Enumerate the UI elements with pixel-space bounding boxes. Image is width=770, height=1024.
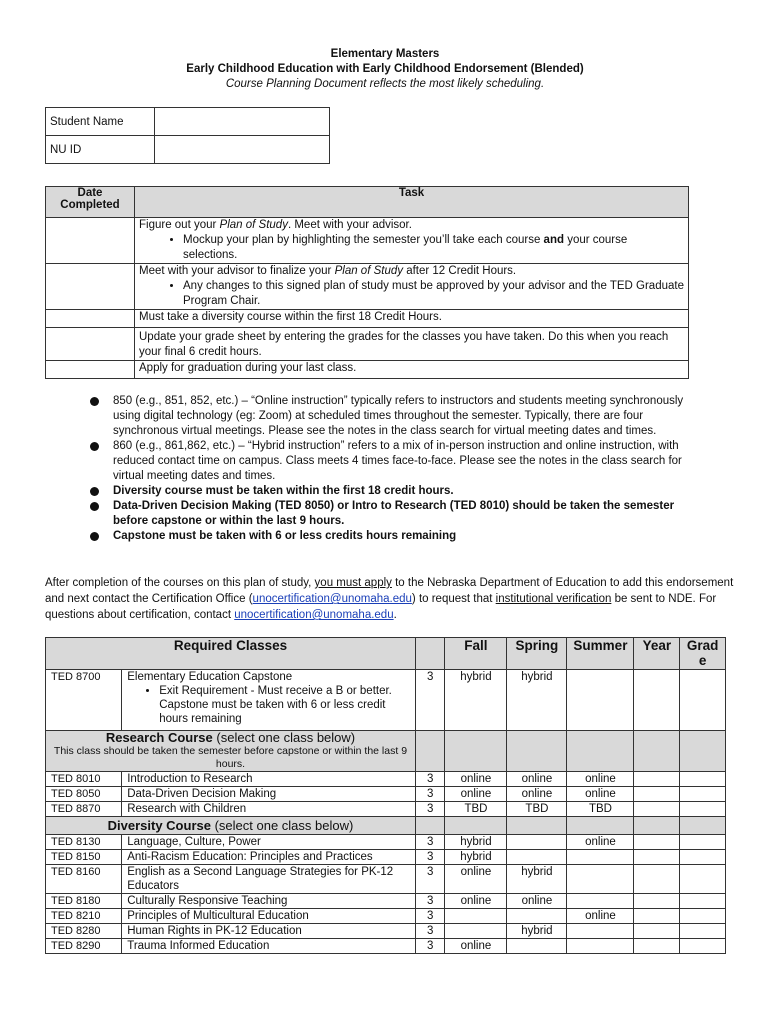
- table-row: TED 8010 Introduction to Research 3 online online online: [46, 772, 726, 787]
- note-item: 850 (e.g., 851, 852, etc.) – “Online instruction” typically refers to instructors and students meeting synchronously using digital technology (eg: Zoom) at scheduled times throughout the semester. Typically, there are four synchronous virtual meetings. Please see the notes in the class search for virtual meeting dates and times.: [88, 394, 708, 439]
- table-row: TED 8050 Data-Driven Decision Making 3 online online online: [46, 787, 726, 802]
- student-info-table: [45, 107, 330, 164]
- year-cell[interactable]: [634, 670, 680, 731]
- table-row: TED 8130 Language, Culture, Power 3 hybrid online: [46, 835, 726, 850]
- required-classes-header: Required Classes: [46, 638, 416, 670]
- date-completed-header: Date Completed: [46, 187, 135, 218]
- bullet-icon: [90, 487, 99, 496]
- task-bullet: • Any changes to this signed plan of study must be approved by your advisor and the TED Graduate Program Chair.: [183, 279, 684, 309]
- nu-id-label: NU ID: [46, 136, 155, 164]
- table-row: TED 8870 Research with Children 3 TBD TBD TBD: [46, 802, 726, 817]
- bullet-icon: [90, 532, 99, 541]
- task-row: Figure out your Plan of Study. Meet with your advisor. • Mockup your plan by highlighting the semester you’ll take each course and your course selections.: [135, 218, 689, 264]
- completion-paragraph: After completion of the courses on this plan of study, you must apply to the Nebraska Department of Education to add this endorsement and next contact the Certification Office (unocertification@unomaha.edu) to request that institutional verification be sent to NDE. For questions about certification, contact unocertification@unomaha.edu.: [45, 577, 734, 621]
- table-row: TED 8700 Elementary Education Capstone • Exit Requirement - Must receive a B or better. Capstone must be taken with 6 or less credit hours remaining 3 hybrid hybrid: [46, 670, 726, 731]
- bullet-icon: [90, 442, 99, 451]
- date-cell[interactable]: [46, 218, 135, 264]
- bullet-icon: [90, 397, 99, 406]
- spring-header: Spring: [507, 638, 567, 670]
- planning-note: Course Planning Document reflects the most likely scheduling.: [225, 78, 545, 90]
- note-item: 860 (e.g., 861,862, etc.) – “Hybrid instruction” refers to a mix of in-person instruction and online instruction, with reduced contact time on campus. Class meets 4 times face-to-face. Please see the notes in the class search for virtual meeting dates and times.: [88, 439, 708, 484]
- certification-email-link-2[interactable]: unocertification@unomaha.edu: [234, 609, 394, 621]
- date-cell[interactable]: [46, 361, 135, 379]
- note-item: Data-Driven Decision Making (TED 8050) or Intro to Research (TED 8010) should be taken the semester before capstone or within the last 9 hours.: [88, 499, 708, 529]
- student-name-label: Student Name: [46, 108, 155, 136]
- required-classes-table: [45, 637, 726, 954]
- date-cell[interactable]: [46, 310, 135, 328]
- diversity-section-header: Diversity Course (select one class below): [46, 817, 416, 835]
- table-row: TED 8160 English as a Second Language Strategies for PK-12 Educators 3 online hybrid: [46, 865, 726, 894]
- task-row: Must take a diversity course within the first 18 Credit Hours.: [135, 310, 689, 328]
- table-row: TED 8150 Anti-Racism Education: Principles and Practices 3 hybrid: [46, 850, 726, 865]
- task-row: Apply for graduation during your last class.: [135, 361, 689, 379]
- task-row: Update your grade sheet by entering the grades for the classes you have taken. Do this when you reach your final 6 credit hours.: [135, 328, 689, 361]
- grade-cell[interactable]: [680, 670, 726, 731]
- notes-list: [88, 394, 708, 544]
- table-row: TED 8280 Human Rights in PK-12 Education 3 hybrid: [46, 924, 726, 939]
- student-name-field[interactable]: [155, 108, 330, 136]
- bullet-icon: [90, 502, 99, 511]
- date-cell[interactable]: [46, 264, 135, 310]
- document-header: [0, 47, 770, 92]
- program-title: Elementary Masters: [330, 48, 440, 60]
- task-row: Meet with your advisor to finalize your Plan of Study after 12 Credit Hours. • Any changes to this signed plan of study must be approved by your advisor and the TED Graduate Program Chair.: [135, 264, 689, 310]
- year-header: Year: [634, 638, 680, 670]
- task-header: Task: [135, 187, 689, 218]
- table-row: TED 8290 Trauma Informed Education 3 online: [46, 939, 726, 954]
- nu-id-field[interactable]: [155, 136, 330, 164]
- research-section-header: Research Course (select one class below) This class should be taken the semester before capstone or within the last 9 hours.: [46, 731, 416, 772]
- certification-email-link[interactable]: unocertification@unomaha.edu: [252, 593, 412, 605]
- date-cell[interactable]: [46, 328, 135, 361]
- summer-header: Summer: [567, 638, 634, 670]
- table-row: TED 8180 Culturally Responsive Teaching 3 online online: [46, 894, 726, 909]
- task-bullet: • Mockup your plan by highlighting the semester you’ll take each course and your course selections.: [183, 233, 684, 263]
- note-item: Capstone must be taken with 6 or less credits hours remaining: [88, 529, 708, 544]
- task-table: [45, 186, 689, 379]
- table-row: TED 8210 Principles of Multicultural Education 3 online: [46, 909, 726, 924]
- fall-header: Fall: [445, 638, 507, 670]
- grade-header: Grade: [680, 638, 726, 670]
- note-item: Diversity course must be taken within the first 18 credit hours.: [88, 484, 708, 499]
- program-subtitle: Early Childhood Education with Early Childhood Endorsement (Blended): [186, 63, 584, 75]
